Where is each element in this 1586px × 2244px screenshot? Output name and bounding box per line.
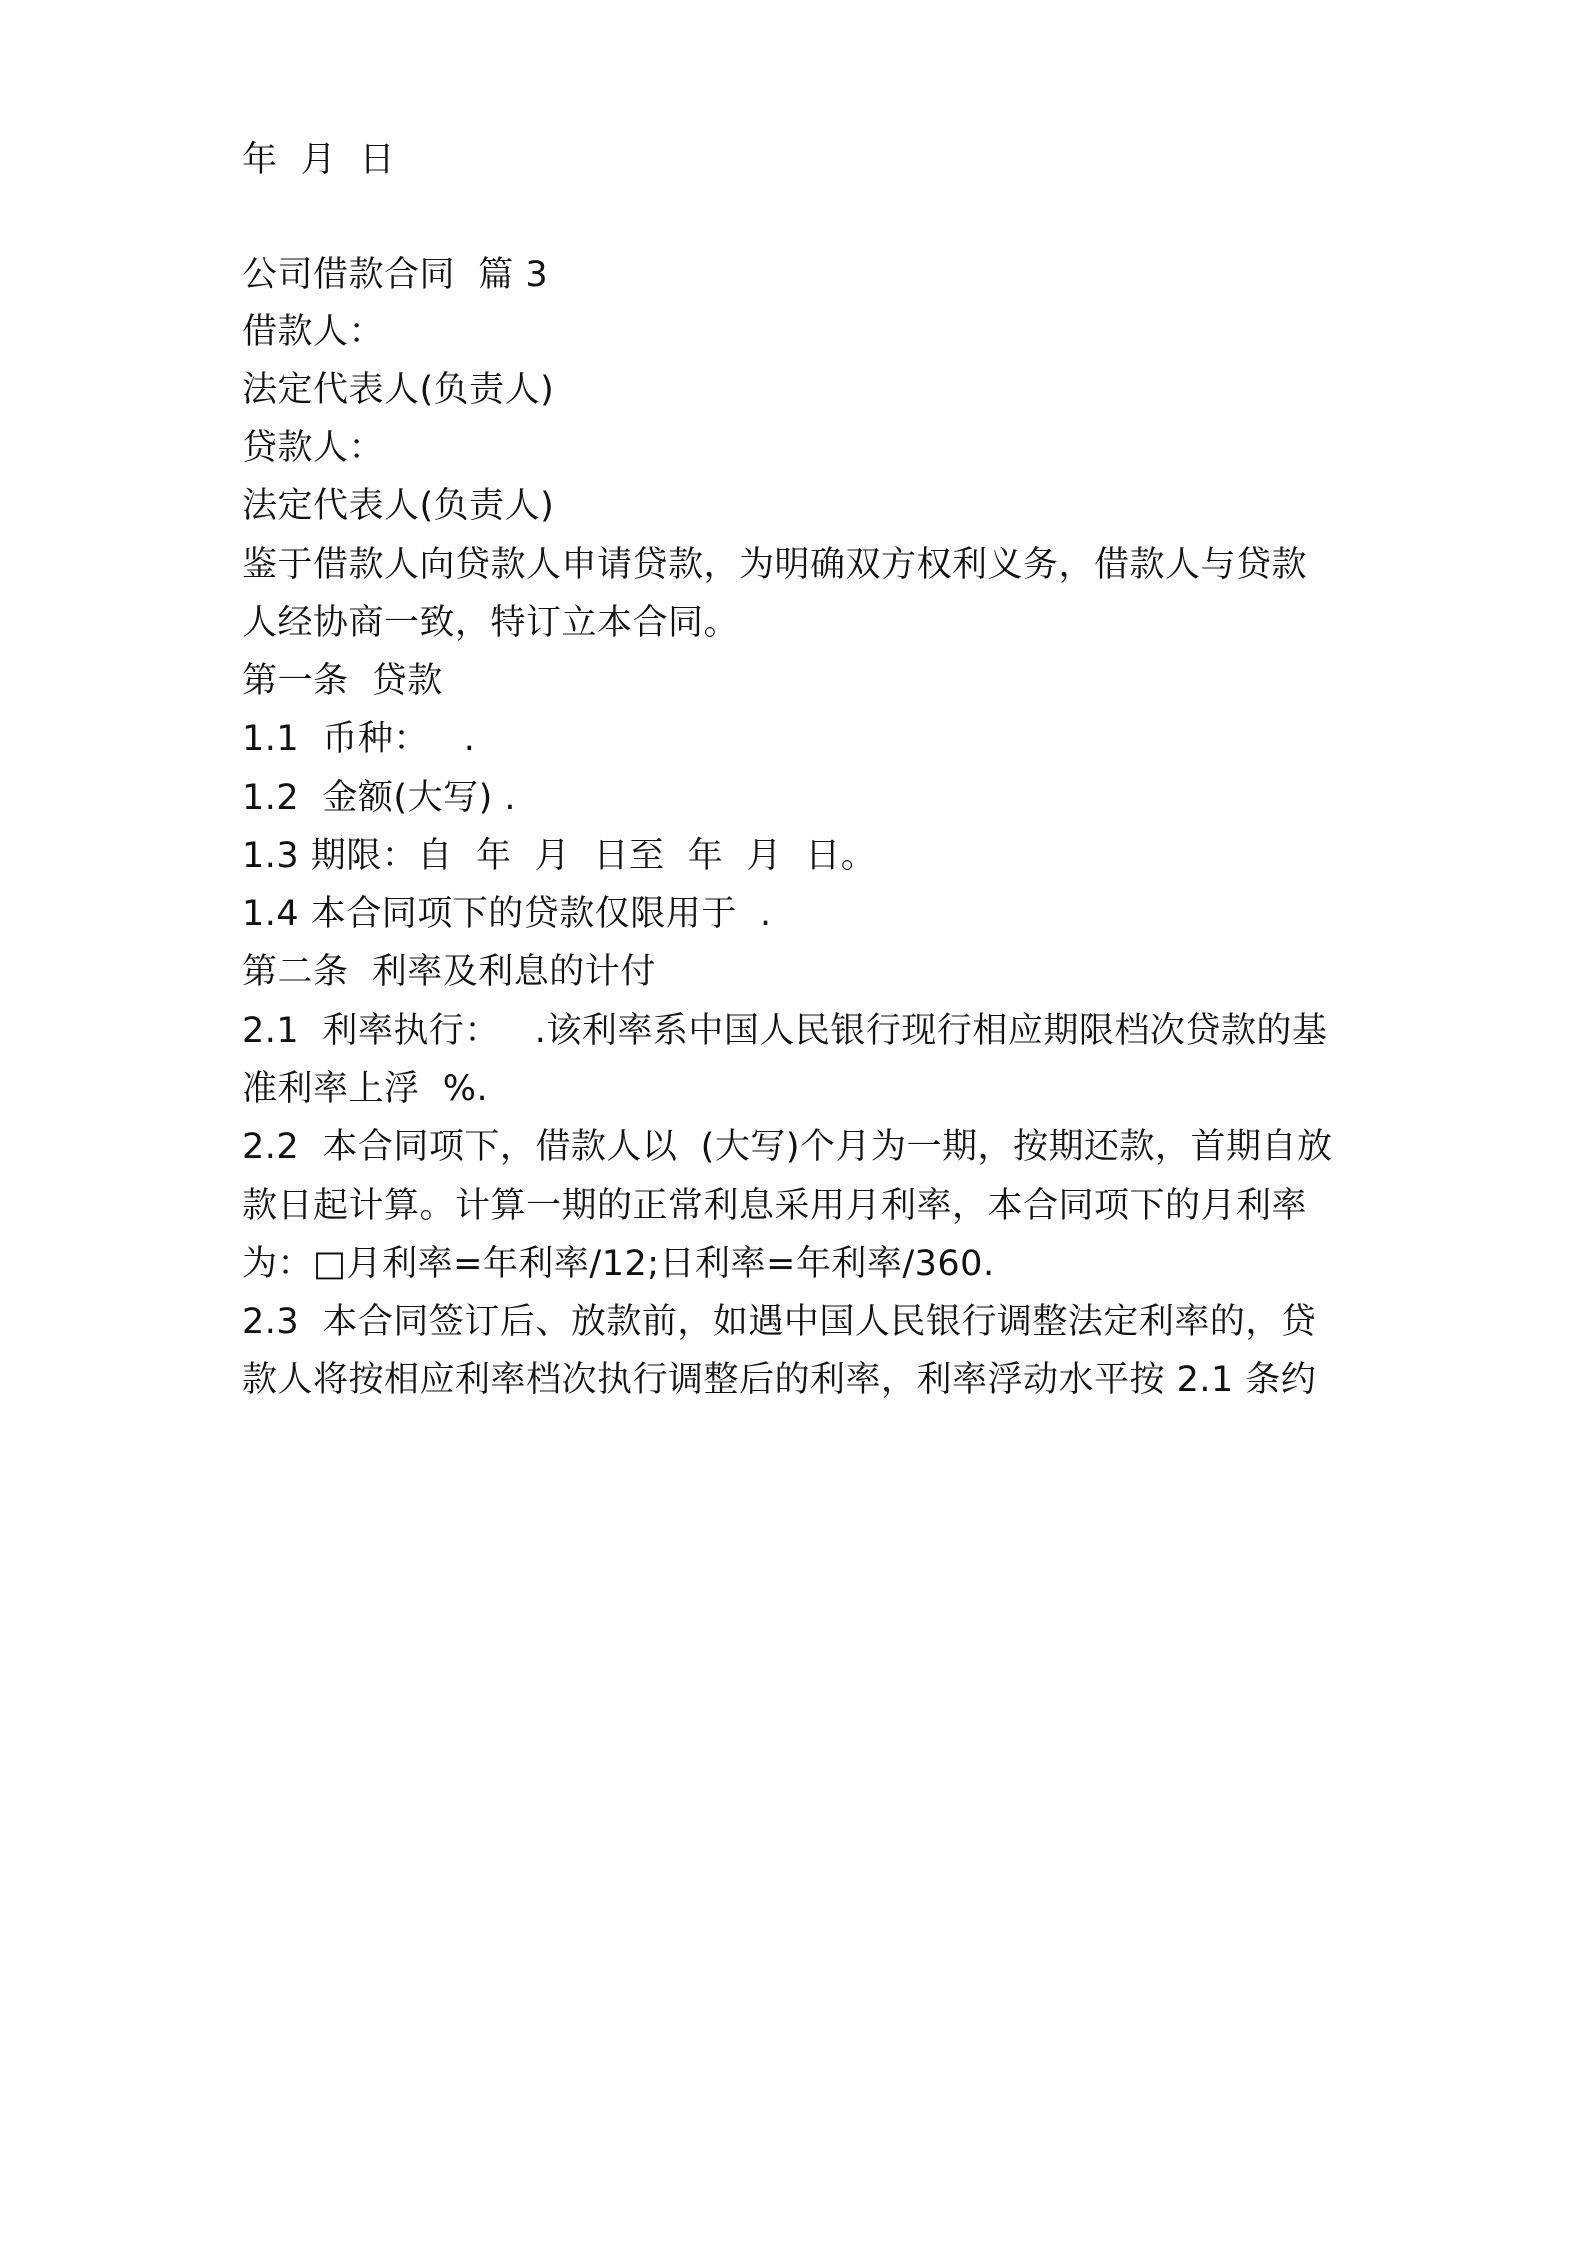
date-line: 年 月 日 [242, 140, 396, 180]
clause-1-1: 1.1 币种： . [242, 719, 476, 759]
borrower-representative-label: 法定代表人(负责人) [242, 370, 555, 410]
clause-2-3-line-1: 2.3 本合同签订后、放款前，如遇中国人民银行调整法定利率的，贷 [242, 1302, 1317, 1342]
preamble-line-1: 鉴于借款人向贷款人申请贷款，为明确双方权利义务，借款人与贷款 [242, 545, 1308, 585]
article-1-heading: 第一条 贷款 [242, 661, 443, 701]
clause-2-2-line-1: 2.2 本合同项下，借款人以 (大写)个月为一期，按期还款，首期自放 [242, 1127, 1333, 1167]
lender-representative-label: 法定代表人(负责人) [242, 486, 555, 526]
clause-2-3-line-2: 款人将按相应利率档次执行调整后的利率，利率浮动水平按 2.1 条约 [242, 1360, 1317, 1400]
clause-1-3: 1.3 期限：自 年 月 日至 年 月 日。 [242, 836, 877, 876]
borrower-label: 借款人： [242, 312, 385, 352]
clause-2-1-line-2: 准利率上浮 %. [242, 1069, 489, 1109]
clause-2-2-line-3: 为：□月利率=年利率/12;日利率=年利率/360. [242, 1244, 995, 1284]
clause-1-2: 1.2 金额(大写) . [242, 778, 516, 818]
document-title: 公司借款合同 篇 3 [242, 255, 549, 295]
clause-2-1-line-1: 2.1 利率执行： .该利率系中国人民银行现行相应期限档次贷款的基 [242, 1011, 1328, 1051]
lender-label: 贷款人： [242, 428, 385, 468]
preamble-line-2: 人经协商一致，特订立本合同。 [242, 603, 740, 643]
clause-2-2-line-2: 款日起计算。计算一期的正常利息采用月利率，本合同项下的月利率 [242, 1186, 1308, 1226]
clause-1-4: 1.4 本合同项下的贷款仅限用于 . [242, 894, 772, 934]
article-2-heading: 第二条 利率及利息的计付 [242, 952, 656, 992]
